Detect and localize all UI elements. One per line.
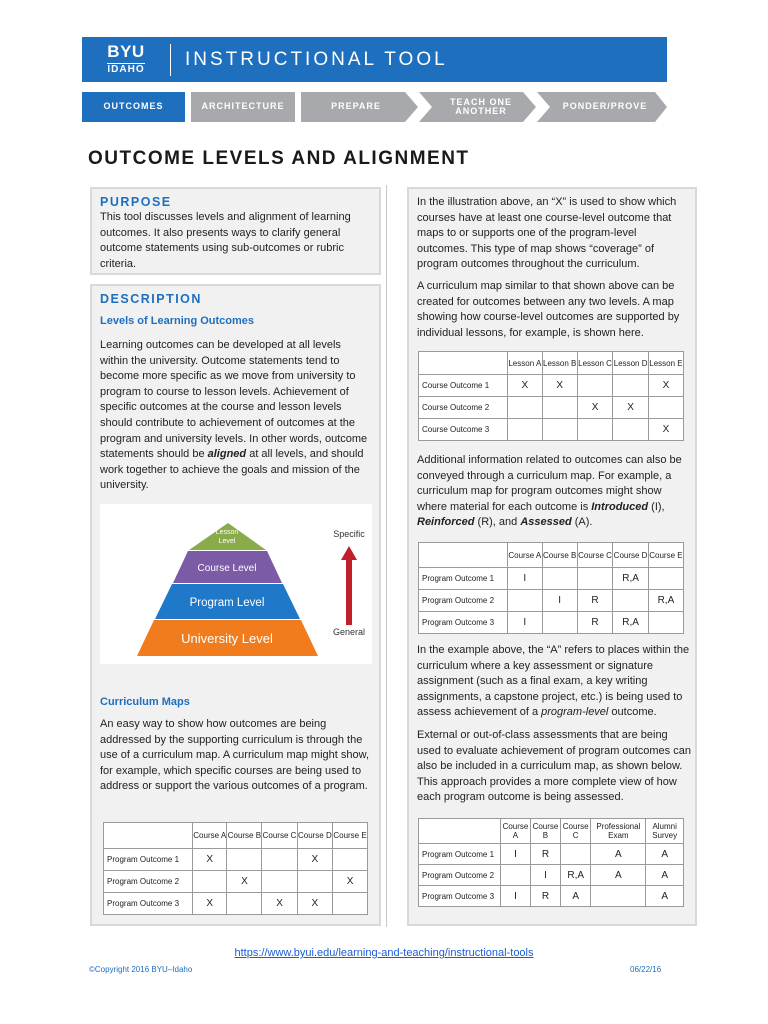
table-cell (227, 849, 262, 871)
table-cell (501, 865, 531, 886)
table-cell: R (577, 612, 613, 634)
table-cell (613, 590, 649, 612)
table-cell: A (646, 886, 684, 907)
pyramid-label-lesson-2: Level (218, 538, 236, 545)
p3-text-a: Additional information related to outcomes can also be conveyed through a curriculum map. For example, a curriculum map for program outcomes might show where material for each outcome is (417, 454, 682, 513)
table-cell: R (577, 590, 613, 612)
levels-text-aligned: aligned (207, 448, 247, 461)
row-header: Course Outcome 1 (419, 375, 508, 397)
table-cell: X (508, 375, 543, 397)
p4-text-a: In the example above, the “A” refers to places within the curriculum where a key assessment or signature assignment (such as a final exam, a key writing assignments, a capstone project, etc.) is being used to assess achievement of a (417, 644, 690, 719)
table-corner-cell (419, 352, 508, 375)
levels-text-2: at all levels, and should work together to achieve the goals and mission of the university. (100, 448, 364, 492)
byu-idaho-logo[interactable] (82, 43, 170, 76)
column-header: Course B (542, 543, 577, 568)
table-cell: X (297, 849, 332, 871)
row-header: Program Outcome 3 (419, 886, 501, 907)
levels-subheading: Levels of Learning Outcomes (100, 315, 255, 327)
p3-reinforced: Reinforced (417, 516, 475, 529)
p3-text-d: (A). (571, 516, 593, 529)
column-header: Course A (193, 823, 227, 849)
table-cell: X (193, 849, 227, 871)
p3-text-b: (I), (648, 500, 665, 513)
pyramid-svg (100, 504, 372, 664)
column-header: Course D (297, 823, 332, 849)
table-cell: I (542, 590, 577, 612)
copyright-text: ©Copyright 2016 BYU–Idaho (89, 965, 193, 974)
table-cell: A (591, 865, 646, 886)
table-cell (577, 568, 613, 590)
table-cell (508, 419, 543, 441)
table-cell: X (577, 397, 613, 419)
table-cell (193, 871, 227, 893)
table-cell (333, 893, 368, 915)
header-title: INSTRUCTIONAL TOOL (185, 48, 448, 70)
row-header: Program Outcome 1 (104, 849, 193, 871)
description-box (90, 284, 381, 926)
table-cell: A (591, 844, 646, 865)
table-corner-cell (419, 819, 501, 844)
nav-tab-outcomes[interactable]: OUTCOMES (103, 101, 164, 112)
p4-text-b: outcome. (608, 706, 657, 719)
table-cell: I (530, 865, 560, 886)
table-row (419, 568, 684, 590)
table-cell: R,A (561, 865, 591, 886)
table-cell: X (613, 397, 649, 419)
external-assessment-map-table (418, 818, 684, 907)
levels-text-1: Learning outcomes can be developed at all levels within the university. Outcome statements tend to become more specific as we move from university to program to course to lesson levels. Achievement of specific outcomes at the course and lesson levels should contribute to achievement of outcomes at the program and university levels. In other words, outcome statements should be (100, 339, 368, 461)
right-paragraph-3 (417, 453, 693, 531)
column-divider (386, 185, 387, 927)
page-title: OUTCOME LEVELS AND ALIGNMENT (88, 148, 470, 169)
table-cell: R,A (613, 568, 649, 590)
row-header: Program Outcome 2 (419, 590, 508, 612)
column-header: Lesson D (613, 352, 649, 375)
table-cell (542, 419, 577, 441)
nav-tab-architecture[interactable]: ARCHITECTURE (201, 101, 285, 112)
table-cell: I (501, 844, 531, 865)
purpose-heading: PURPOSE (100, 195, 172, 209)
column-header: Course E (333, 823, 368, 849)
table-cell: A (561, 886, 591, 907)
column-header: Lesson C (577, 352, 613, 375)
table-cell: X (193, 893, 227, 915)
table-cell: X (227, 871, 262, 893)
revision-date: 06/22/16 (630, 965, 662, 974)
column-header: Course C (561, 819, 591, 844)
table-cell: A (646, 865, 684, 886)
pyramid-arrow-head (341, 546, 357, 560)
row-header: Course Outcome 3 (419, 419, 508, 441)
right-paragraph-1: In the illustration above, an “X” is used to show which courses have at least one course-level outcome that maps to or supports one of the program-level outcomes. This type of map shows “coverage” of program outcomes throughout the curriculum. (417, 196, 677, 271)
table-cell (613, 375, 649, 397)
header-divider (170, 44, 171, 76)
table-cell: I (501, 886, 531, 907)
table-cell: X (648, 419, 683, 441)
table-cell (508, 397, 543, 419)
column-header: Course B (530, 819, 560, 844)
column-header: Course D (613, 543, 649, 568)
right-paragraph-4 (417, 643, 693, 721)
pyramid-arrow-shaft (346, 558, 352, 625)
table-cell (508, 590, 543, 612)
table-cell (648, 612, 683, 634)
instructional-tools-link[interactable]: https://www.byui.edu/learning-and-teaching/instructional-tools (234, 947, 534, 959)
p4-program-level: program-level (541, 706, 609, 719)
table-cell: X (333, 871, 368, 893)
column-header: Professional Exam (591, 819, 646, 844)
pyramid-arrow-specific: Specific (333, 529, 365, 539)
program-course-map-table (103, 822, 368, 915)
p3-assessed: Assessed (520, 516, 572, 529)
table-row (419, 590, 684, 612)
row-header: Program Outcome 3 (419, 612, 508, 634)
table-row (419, 375, 684, 397)
table-cell (542, 568, 577, 590)
table-cell (648, 568, 683, 590)
column-header: Course C (262, 823, 297, 849)
column-header: Course A (501, 819, 531, 844)
table-cell (577, 419, 613, 441)
table-row (419, 419, 684, 441)
description-heading: DESCRIPTION (100, 292, 202, 306)
table-row (104, 871, 368, 893)
column-header: Course B (227, 823, 262, 849)
p3-introduced: Introduced (591, 500, 649, 513)
row-header: Program Outcome 2 (104, 871, 193, 893)
pyramid-lesson-band (189, 523, 266, 550)
pyramid-label-course: Course Level (197, 563, 257, 574)
course-lesson-map-table (418, 351, 684, 441)
pyramid-label-program: Program Level (189, 597, 265, 609)
row-header: Program Outcome 1 (419, 844, 501, 865)
right-column-box (407, 187, 697, 926)
curriculum-maps-paragraph: An easy way to show how outcomes are being addressed by the supporting curriculum is through the use of a curriculum map. A curriculum map might show, for example, which specific courses are being used to address or support the various outcomes of a program. (100, 718, 369, 793)
table-cell (227, 893, 262, 915)
table-cell: R,A (648, 590, 683, 612)
table-cell (613, 419, 649, 441)
table-cell (577, 375, 613, 397)
column-header: Course E (648, 543, 683, 568)
table-cell (561, 844, 591, 865)
nav-tab-prepare[interactable]: PREPARE (331, 101, 381, 112)
right-paragraph-5: External or out-of-class assessments that are being used to evaluate achievement of program outcomes can also be included in a curriculum map, as shown below. This approach provides a more complete view of how each program outcome is being assessed. (417, 729, 691, 804)
column-header: Lesson A (508, 352, 543, 375)
table-row (104, 849, 368, 871)
right-paragraph-2: A curriculum map similar to that shown above can be created for outcomes between any two levels. A map showing how course-level outcomes are supported by individual lessons, for example, is shown here. (417, 279, 680, 339)
header-banner (82, 37, 667, 82)
table-row (104, 893, 368, 915)
pyramid-label-university: University Level (181, 631, 273, 646)
logo-idaho-text: IDAHO (107, 64, 145, 75)
nav-tab-ponder-prove[interactable]: PONDER/PROVE (562, 101, 648, 112)
pyramid-arrow-general: General (332, 627, 366, 637)
table-cell: R,A (613, 612, 649, 634)
nav-tab-teach-one-another[interactable]: TEACH ONE ANOTHER (449, 96, 512, 116)
pyramid-figure (100, 504, 372, 664)
column-header: Lesson B (542, 352, 577, 375)
table-cell (297, 871, 332, 893)
table-corner-cell (419, 543, 508, 568)
process-nav (82, 92, 667, 122)
table-cell (591, 886, 646, 907)
column-header: Lesson E (648, 352, 683, 375)
levels-paragraph (100, 338, 371, 494)
curriculum-maps-subheading: Curriculum Maps (100, 696, 190, 708)
table-cell (542, 612, 577, 634)
purpose-text: This tool discusses levels and alignment of learning outcomes. It also presents ways to clarify general outcome statements using sub-outcomes or rubric criteria. (100, 211, 351, 270)
table-cell (648, 397, 683, 419)
table-cell: X (297, 893, 332, 915)
table-cell: I (508, 568, 543, 590)
table-cell: X (262, 893, 297, 915)
p3-text-c: (R), and (474, 516, 521, 529)
table-row (419, 844, 684, 865)
table-row (419, 865, 684, 886)
table-row (419, 397, 684, 419)
column-header: Alumni Survey (646, 819, 684, 844)
table-cell (262, 849, 297, 871)
row-header: Program Outcome 3 (104, 893, 193, 915)
column-header: Course C (577, 543, 613, 568)
table-cell: I (508, 612, 543, 634)
row-header: Program Outcome 2 (419, 865, 501, 886)
table-cell: X (542, 375, 577, 397)
table-cell (542, 397, 577, 419)
table-cell: R (530, 844, 560, 865)
table-cell: R (530, 886, 560, 907)
pyramid-label-lesson-1: Lesson (215, 529, 239, 536)
table-cell (262, 871, 297, 893)
logo-byu-text: BYU (107, 42, 145, 61)
table-cell: A (646, 844, 684, 865)
table-cell (333, 849, 368, 871)
column-header: Course A (508, 543, 543, 568)
table-row (419, 886, 684, 907)
table-corner-cell (104, 823, 193, 849)
table-cell: X (648, 375, 683, 397)
table-row (419, 612, 684, 634)
program-introduce-reinforce-assess-table (418, 542, 684, 634)
purpose-box (90, 187, 381, 275)
row-header: Course Outcome 2 (419, 397, 508, 419)
row-header: Program Outcome 1 (419, 568, 508, 590)
